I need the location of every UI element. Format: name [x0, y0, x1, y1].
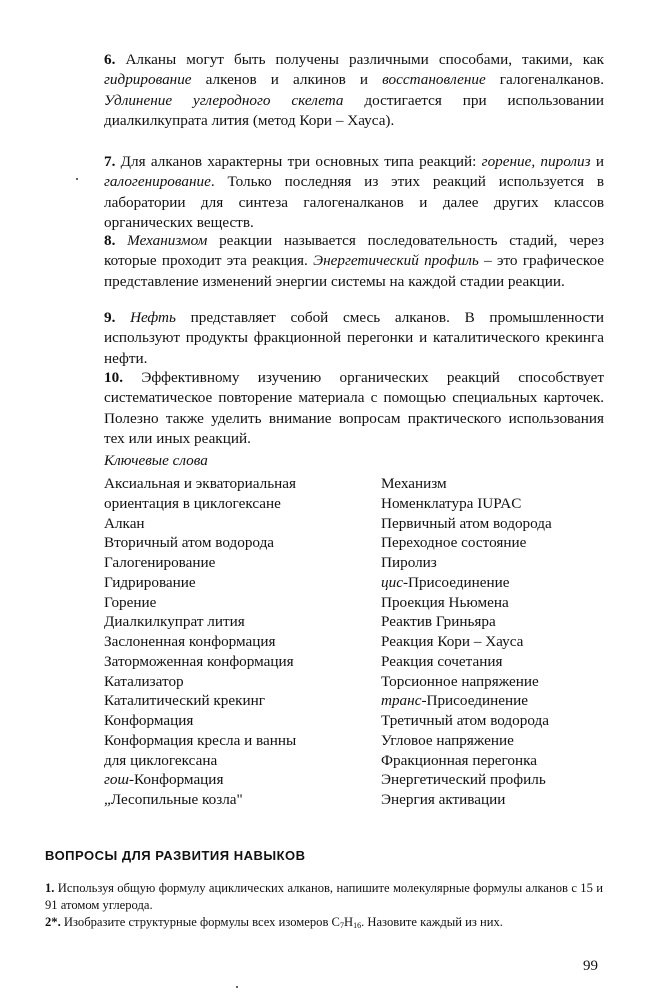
print-speck: [236, 986, 238, 988]
paragraph-8: 8. Механизмом реакции называется последовательность стадий, через которые проходит эта реакция. Энергетический профиль – это графическое представление изменений энергии системы на каждой стадии реакции.: [104, 232, 605, 290]
print-speck: [76, 178, 78, 180]
keyword-item: Каталитический крекинг: [104, 692, 265, 710]
question-number: 2*.: [45, 915, 61, 929]
keyword-item: Галогенирование: [104, 554, 216, 571]
paragraph-10: 10. Эффективному изучению органических реакций способствует систематическое повторение материала с помощью специальных карточек. Полезно также уделить внимание вопросам практического использования тех или иных реакций.: [104, 369, 604, 447]
keyword-item: Заторможенная конформация: [104, 652, 294, 670]
keyword-item: Аксиальная и экваториальная: [104, 475, 296, 492]
keywords-left-column: [104, 474, 354, 810]
keyword-item: Первичный атом водорода: [381, 514, 552, 532]
keyword-item: Фракционная перегонка: [381, 751, 538, 769]
keyword-item: Пиролиз: [381, 554, 437, 571]
keyword-item: Энергия активации: [381, 791, 506, 808]
keyword-item: Вторичный атом водорода: [104, 534, 275, 552]
paragraph-number: 8.: [104, 232, 116, 249]
keyword-item: Энергетический профиль: [381, 771, 546, 789]
paragraph-6: 6. Алканы могут быть получены различными способами, такими, как гидрирование алкенов и алкинов и восстановление галогеналканов. Удлинение углеродного скелета достигается при использовании диалкилкупрата лития (метод Кори – Хауса).: [104, 51, 604, 129]
paragraph-7: 7. Для алканов характерны три основных типа реакций: горение, пиролиз и галогенирование. Только последняя из этих реакций используется в лаборатории для синтеза галогеналканов и далее других классов органических веществ.: [104, 153, 604, 231]
keyword-item: Заслоненная конформация: [104, 633, 276, 650]
keyword-item: Механизм: [381, 475, 447, 492]
keyword-item: Проекция Ньюмена: [381, 593, 509, 611]
keyword-item: Горение: [104, 593, 157, 611]
keyword-item: гош-Конформация: [104, 771, 224, 789]
keyword-item: Номенклатура IUPAC: [381, 494, 522, 512]
keyword-item: Торсионное напряжение: [381, 672, 539, 690]
question-number: 1.: [45, 881, 55, 895]
keyword-item: Алкан: [104, 514, 145, 532]
keyword-item: ориентация в циклогексане: [104, 494, 281, 512]
keyword-item: для циклогексана: [104, 751, 218, 769]
paragraph-number: 10.: [104, 369, 123, 386]
keyword-item: Диалкилкупрат лития: [104, 613, 245, 631]
keyword-item: Реактив Гриньяра: [381, 613, 496, 631]
keyword-item: Угловое напряжение: [381, 731, 514, 749]
paragraph-number: 9.: [104, 309, 116, 326]
keywords-heading: Ключевые слова: [104, 452, 208, 469]
keyword-item: Катализатор: [104, 672, 184, 690]
keyword-item: Реакция сочетания: [381, 652, 503, 670]
page-number: 99: [583, 958, 598, 974]
paragraph-number: 6.: [104, 51, 116, 68]
keyword-item: Конформация: [104, 712, 194, 729]
paragraph-number: 7.: [104, 153, 116, 170]
keyword-item: Третичный атом водорода: [381, 712, 549, 729]
keyword-item: Переходное состояние: [381, 534, 527, 552]
question-2: 2*. Изобразите структурные формулы всех изомеров $C_7H_{16}$. Назовите каждый из них.: [45, 915, 503, 930]
section-title: ВОПРОСЫ ДЛЯ РАЗВИТИЯ НАВЫКОВ: [45, 848, 306, 863]
keyword-item: „Лесопильные козла": [104, 791, 243, 808]
question-1: 1. Используя общую формулу ациклических алканов, напишите молекулярные формулы алканов с 15 и 91 атомом углерода.: [45, 881, 603, 912]
keyword-item: Гидрирование: [104, 573, 196, 591]
keyword-item: Конформация кресла и ванны: [104, 731, 297, 749]
paragraph-9: 9. Нефть представляет собой смесь алканов. В промышленности используют продукты фракционной перегонки и каталитического крекинга нефти.: [104, 309, 604, 367]
keyword-item: цис-Присоединение: [381, 573, 510, 591]
keyword-item: Реакция Кори – Хауса: [381, 633, 524, 650]
keyword-item: транс-Присоединение: [381, 692, 528, 710]
keywords-right-column: [381, 474, 606, 810]
